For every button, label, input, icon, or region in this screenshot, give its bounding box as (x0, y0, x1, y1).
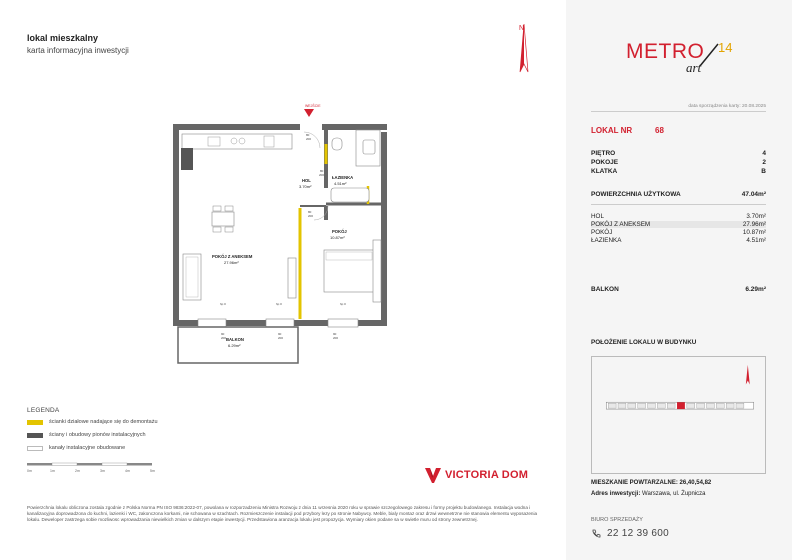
lokal-number: 68 (655, 126, 664, 135)
info-row-pietro (591, 150, 766, 157)
door-label: 80 (306, 133, 310, 137)
room-area-balkon: 6.29m² (228, 343, 241, 348)
balkon-label: BALKON (591, 286, 619, 293)
door-label: 90 (333, 332, 337, 336)
area-row-pokoj (591, 229, 766, 236)
doc-subtitle: karta informacyjna inwestycji (27, 46, 129, 55)
divider (591, 204, 766, 205)
apartment-highlight (677, 402, 685, 409)
address-value: Warszawa, ul. Żupnicza (642, 491, 706, 497)
area-room-value: 10.87m² (742, 229, 766, 236)
info-value: B (761, 168, 766, 175)
svg-text:N: N (519, 25, 525, 32)
address-label: Adres inwestycji: (591, 491, 641, 497)
entry-arrow-icon (304, 109, 314, 117)
scale-tick: 0m (27, 469, 32, 473)
info-value: 4 (762, 150, 766, 157)
area-room-label: HOL (591, 213, 604, 220)
room-label-hol: HOL (302, 178, 311, 183)
north-arrow-icon (510, 20, 534, 76)
date-line: data sporządzenia karty: 20.08.2025 (591, 104, 766, 112)
area-room-label: POKÓJ Z ANEKSEM (591, 221, 651, 228)
brand-logo (424, 466, 528, 484)
legend-item-removable-walls (27, 419, 158, 425)
hp-label: hp 0 (220, 302, 226, 306)
scale-tick: 2m (75, 469, 80, 473)
scale-bar (27, 462, 167, 474)
room-area-hol: 3.70m² (299, 184, 312, 189)
legend-label: ściany i obudowy pionów instalacyjnych (49, 432, 146, 438)
door-label: 200 (308, 214, 314, 218)
balkon-value: 6.29m² (745, 286, 766, 293)
disclaimer: Powierzchnia lokalu obliczona zostala zgodnie z Polska Norma PN ISO 9836:2022-07, powolana w rozporzadzeniu Ministra Rozwoju z dnia 11 wrzesnia 2020 roku w sprawie szczegolowego zakresu i formy projektu budowlanego. Instalacja wodna i kanalizacyjna doprowadzona do kuchni, lazienki i WC, zakonczona korkami, nie schowana w szachtach. Rozmieszczenie instalacji pod przybory lezy po stronie Nabywcy. Meble, bialy montaz oraz drzwi wewnetrzne nie stanowia elementu wyposazenia lokalu. Deweloper zastrzega sobie mozliwosc wprowadzania niewielkich zmian w dalszym etapie inwestycji. Przedstawiona aranzacja lokalu jest propozycja. Wymiary okien podane sa w swietle muru od strony zewnetrznej. (27, 505, 538, 523)
balkon-row (591, 286, 766, 293)
doc-title: lokal mieszkalny (27, 33, 99, 43)
area-room-value: 27.96m² (742, 221, 766, 228)
legend-item-channels (27, 445, 125, 451)
logo-script: art (686, 60, 702, 75)
room-area-lazienka: 4.51m² (334, 181, 347, 186)
door-label: 200 (278, 336, 284, 340)
room-label-balkon: BALKON (226, 337, 244, 342)
door-label: 200 (319, 173, 325, 177)
scale-tick: 4m (125, 469, 130, 473)
area-row-hol (591, 213, 766, 220)
room-label-aneks: POKÓJ Z ANEKSEM (212, 254, 253, 259)
info-label: PIĘTRO (591, 150, 616, 157)
repeat-apartments: MIESZKANIE POWTARZALNE: 26,40,54,82 (591, 480, 712, 486)
north-arrow-small-icon (746, 365, 750, 385)
area-total-row (591, 191, 766, 198)
legend-label: ścianki działowe nadające się do demontażu (49, 419, 158, 425)
room-area-pokoj: 10.87m² (330, 235, 345, 240)
metro-art-logo (626, 36, 746, 76)
floor-plan (168, 100, 408, 380)
lokal-label: LOKAL NR (591, 126, 633, 135)
position-title: POŁOŻENIE LOKALU W BUDYNKU (591, 339, 697, 346)
victoria-v-icon (424, 466, 442, 484)
logo-number: 14 (718, 40, 733, 55)
info-label: KLATKA (591, 168, 618, 175)
legend-label: kanały instalacyjne obudowane (49, 445, 126, 451)
hp-label: hp 0 (276, 302, 282, 306)
hp-label: hp 0 (340, 302, 346, 306)
door-label: 200 (221, 336, 227, 340)
door-label: 80 (320, 169, 324, 173)
logo-text: METRO (626, 40, 705, 63)
area-room-value: 4.51m² (746, 237, 766, 244)
door-label: 200 (333, 336, 339, 340)
phone-row[interactable] (591, 528, 669, 539)
area-row-lazienka (591, 237, 766, 244)
scale-tick: 1m (50, 469, 55, 473)
scale-tick: 3m (100, 469, 105, 473)
room-label-pokoj: POKÓJ (332, 229, 347, 234)
legend-swatch (27, 446, 43, 451)
room-area-aneks: 27.96m² (224, 260, 239, 265)
legend-swatch (27, 433, 43, 438)
door-label: 200 (306, 137, 312, 141)
phone-number[interactable]: 22 12 39 600 (607, 528, 669, 539)
room-label-lazienka: ŁAZIENKA (332, 175, 354, 180)
info-value: 2 (762, 159, 766, 166)
area-room-label: ŁAZIENKA (591, 237, 622, 244)
area-row-aneks (591, 221, 766, 228)
door-label: 90 (221, 332, 225, 336)
area-room-label: POKÓJ (591, 229, 613, 236)
sales-office-label: BIURO SPRZEDAŻY (591, 517, 643, 523)
right-panel (566, 0, 792, 560)
address-line (591, 491, 706, 497)
brand-name: VICTORIA DOM (445, 469, 529, 481)
info-row-pokoje (591, 159, 766, 166)
legend-item-walls (27, 432, 146, 438)
area-total-label: POWIERZCHNIA UŻYTKOWA (591, 191, 681, 198)
entry-label: WEJŚCIE (305, 104, 321, 108)
phone-icon (591, 529, 601, 539)
door-label: 90 (278, 332, 282, 336)
area-room-value: 3.70m² (746, 213, 766, 220)
legend-swatch (27, 420, 43, 425)
building-position-map (591, 356, 766, 474)
legend-title: LEGENDA (27, 407, 60, 414)
scale-tick: 5m (150, 469, 155, 473)
area-total-value: 47.04m² (741, 191, 766, 198)
info-row-klatka (591, 168, 766, 175)
info-label: POKOJE (591, 159, 619, 166)
door-label: 80 (308, 210, 312, 214)
